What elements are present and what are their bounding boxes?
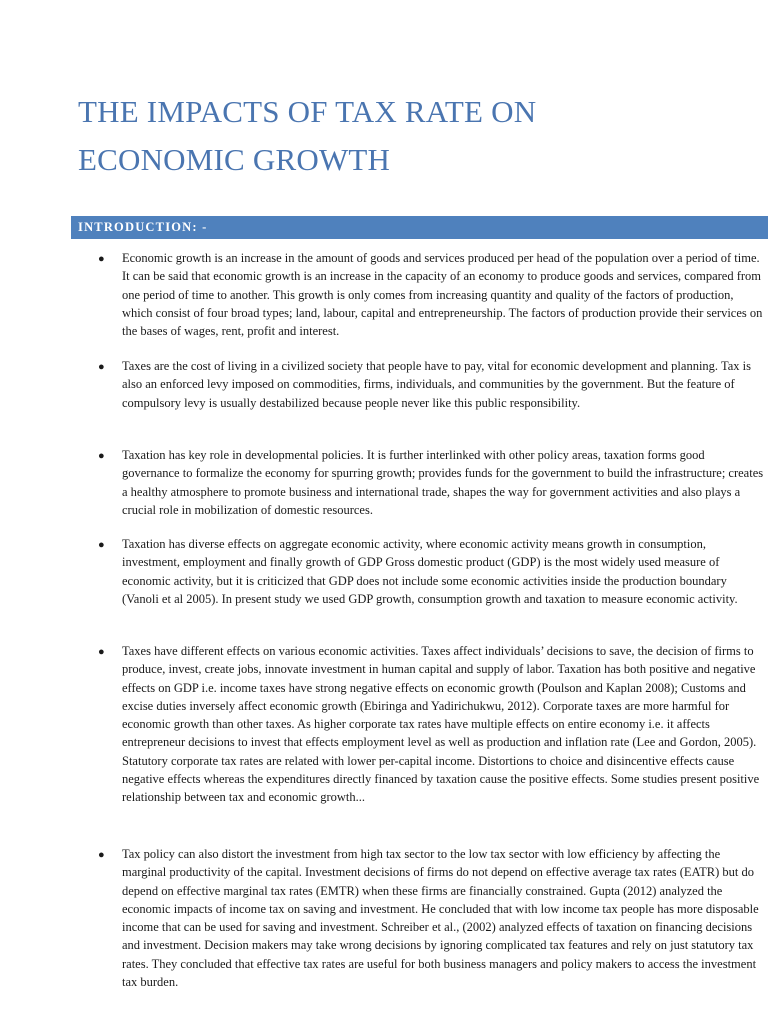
bullet-dot-icon: ● — [98, 361, 105, 373]
bullet-text: Taxation has key role in developmental policies. It is further interlinked with other policy areas, taxation forms good governance to formalize the economy for spurring growth; provides funds for the government to build the infrastructure; creates a healthy atmosphere to promote business and international trade, shapes the way for government activities and also plays a crucial role in mobilization of domestic resources. — [122, 448, 764, 517]
bullet-text: Taxes are the cost of living in a civilized society that people have to pay, vital for economic development and planning. Tax is also an enforced levy imposed on commodities, firms, individuals, and communities by the government. But the feature of compulsory levy is usually destabilized because people never like this public responsibility. — [122, 359, 751, 410]
bullet-dot-icon: ● — [98, 646, 105, 658]
bullet-dot-icon: ● — [98, 849, 105, 861]
bullet-text: Taxation has diverse effects on aggregate economic activity, where economic activity means growth in consumption, investment, employment and finally growth of GDP Gross domestic product (GDP) is the most widely used measure of economic activity, but it is criticized that GDP does not include some economic activities inside the production boundary (Vanoli et al 2005). In present study we used GDP growth, consumption growth and taxation to measure economic activity. — [122, 537, 738, 606]
document-title — [78, 88, 718, 184]
section-heading-bar — [71, 216, 768, 239]
title-line-2: ECONOMIC GROWTH — [78, 142, 391, 177]
bullet-text: Taxes have different effects on various economic activities. Taxes affect individuals’ decisions to save, the decision of firms to produce, invest, create jobs, innovate investment in human capital and supply of labor. Taxation has both positive and negative effects on GDP i.e. income taxes have strong negative effects on economic growth (Poulson and Kaplan 2008); Customs and excise duties inversely affect economic growth (Ebiringa and Yadirichukwu, 2012). Corporate taxes are more harmful for economic growth than other taxes. As higher corporate tax rates have multiple effects on entire economy i.e. it affects entrepreneur decisions to invest that effects employment level as well as production and inflation rate (Lee and Gordon, 2005). Statutory corporate tax rates are related with lower per-capital income. Distortions to choice and disincentive effects cause negative effects whereas the expenditures directly financed by taxation cause the positive effects. Some studies present positive relationship between tax and economic growth... — [122, 644, 760, 805]
bullet-dot-icon: ● — [98, 539, 105, 551]
bullet-text: Economic growth is an increase in the amount of goods and services produced per head of the population over a period of time. It can be said that economic growth is an increase in the capacity of an economy to produce goods and services, compared from one period of time to another. This growth is only comes from increasing quantity and quality of the factors of production, which consist of four broad types; land, labour, capital and entrepreneurship. The factors of production provide their services on the bases of wages, rent, profit and interest. — [122, 251, 763, 339]
bullet-text: Tax policy can also distort the investment from high tax sector to the low tax sector with low efficiency by affecting the marginal productivity of the capital. Investment decisions of firms do not depend on effective average tax rates (EATR) but do depend on effective marginal tax rates (EMTR) when these firms are financially constrained. Gupta (2012) analyzed the economic impacts of income tax on saving and investment. He concluded that with low income tax people has more disposable income that can be used for saving and investment. Schreiber et al., (2002) analyzed effects of taxation on financing decisions and investment. Decision makers may take wrong decisions by ignoring complicated tax features and rely on just statutory tax rates. They concluded that effective tax rates are useful for both business managers and policy makers to access the investment tax burden. — [122, 847, 759, 990]
title-line-1: THE IMPACTS OF TAX RATE ON — [78, 94, 537, 129]
bullet-dot-icon: ● — [98, 253, 105, 265]
section-heading-introduction: INTRODUCTION: - — [78, 220, 208, 234]
bullet-dot-icon: ● — [98, 450, 105, 462]
